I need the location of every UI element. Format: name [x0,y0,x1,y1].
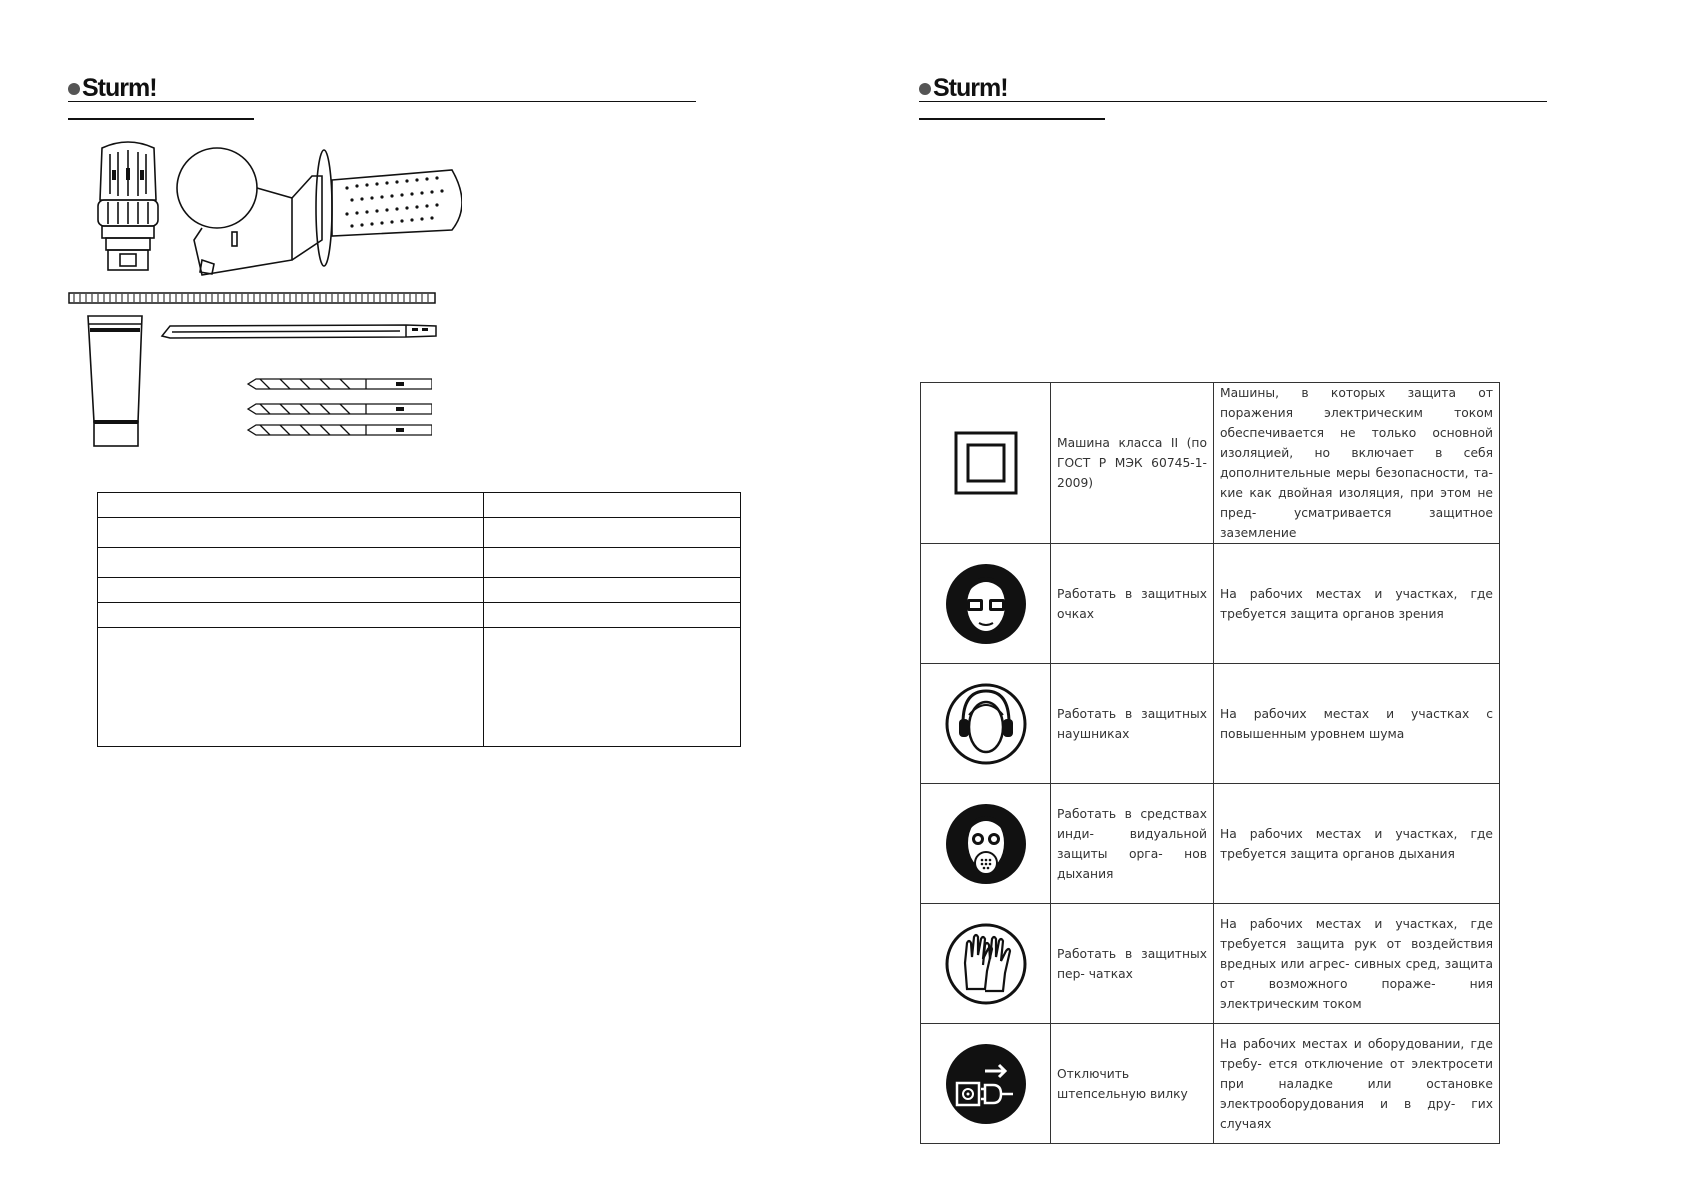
symbol-description: На рабочих местах и оборудовании, где требу- ется отключение от электросети при наладке или остановке электрооборудования и в дру- гих случаях [1214,1024,1500,1144]
ear-protection-icon [945,683,1027,765]
symbol-name: Работать в защитных очках [1051,544,1214,664]
table-row [921,1024,1500,1144]
side-handle-illustration [172,140,462,280]
table-row [98,603,741,628]
brand-logo [919,76,1008,101]
table-row [98,548,741,578]
symbol-name: Работать в защитных наушниках [1051,664,1214,784]
table-row [921,784,1500,904]
logo-dot [919,83,931,95]
symbol-description: На рабочих местах и участках, где требуется защита органов дыхания [1214,784,1500,904]
symbol-cell [921,664,1051,784]
symbol-cell [921,383,1051,544]
symbol-cell [921,784,1051,904]
symbol-cell [921,544,1051,664]
symbol-name: Отключить штепсельную вилку [1051,1024,1214,1144]
safety-symbols-table [920,382,1500,1144]
symbol-cell [921,1024,1051,1144]
brand-name: Sturm! [933,74,1008,102]
gloves-icon [945,923,1027,1005]
table-row [921,544,1500,664]
header-rule [68,101,696,102]
table-row [921,904,1500,1024]
table-row [98,578,741,603]
table-row [98,518,741,548]
double-square-icon [954,431,1018,495]
symbol-name: Работать в средствах инди- видуальной защиты орга- нов дыхания [1051,784,1214,904]
chisel-illustration [160,322,440,342]
drill-chuck-illustration [88,140,168,280]
grease-tube-illustration [86,314,146,448]
table-row [98,493,741,518]
safety-goggles-icon [945,563,1027,645]
symbol-description: На рабочих местах и участках с повышенным уровнем шума [1214,664,1500,784]
symbol-cell [921,904,1051,1024]
header-rule [919,101,1547,102]
section-underline [68,118,254,120]
respirator-icon [945,803,1027,885]
symbol-description: На рабочих местах и участках, где требуется защита рук от воздействия вредных или агрес- сивных сред, защита от возможного пораже- ния электрическим током [1214,904,1500,1024]
logo-dot [68,83,80,95]
section-underline [919,118,1105,120]
table-row [921,664,1500,784]
package-contents-table [97,492,741,747]
drill-bits-illustration [246,378,432,438]
brand-name: Sturm! [82,74,157,102]
table-row [921,383,1500,544]
brand-logo [68,76,157,101]
symbol-description: На рабочих местах и участках, где требуется защита органов зрения [1214,544,1500,664]
symbol-name: Работать в защитных пер- чатках [1051,904,1214,1024]
table-row [98,628,741,747]
unplug-icon [945,1043,1027,1125]
symbol-name: Машина класса II (по ГОСТ Р МЭК 60745-1-2009) [1051,383,1214,544]
depth-gauge-illustration [68,292,436,304]
symbol-description: Машины, в которых защита от поражения электрическим током обеспечивается не только основной изоляцией, но включает в себя дополнительные меры безопасности, та- кие как двойная изоляция, при этом не пред- усматривается защитное заземление [1214,383,1500,544]
